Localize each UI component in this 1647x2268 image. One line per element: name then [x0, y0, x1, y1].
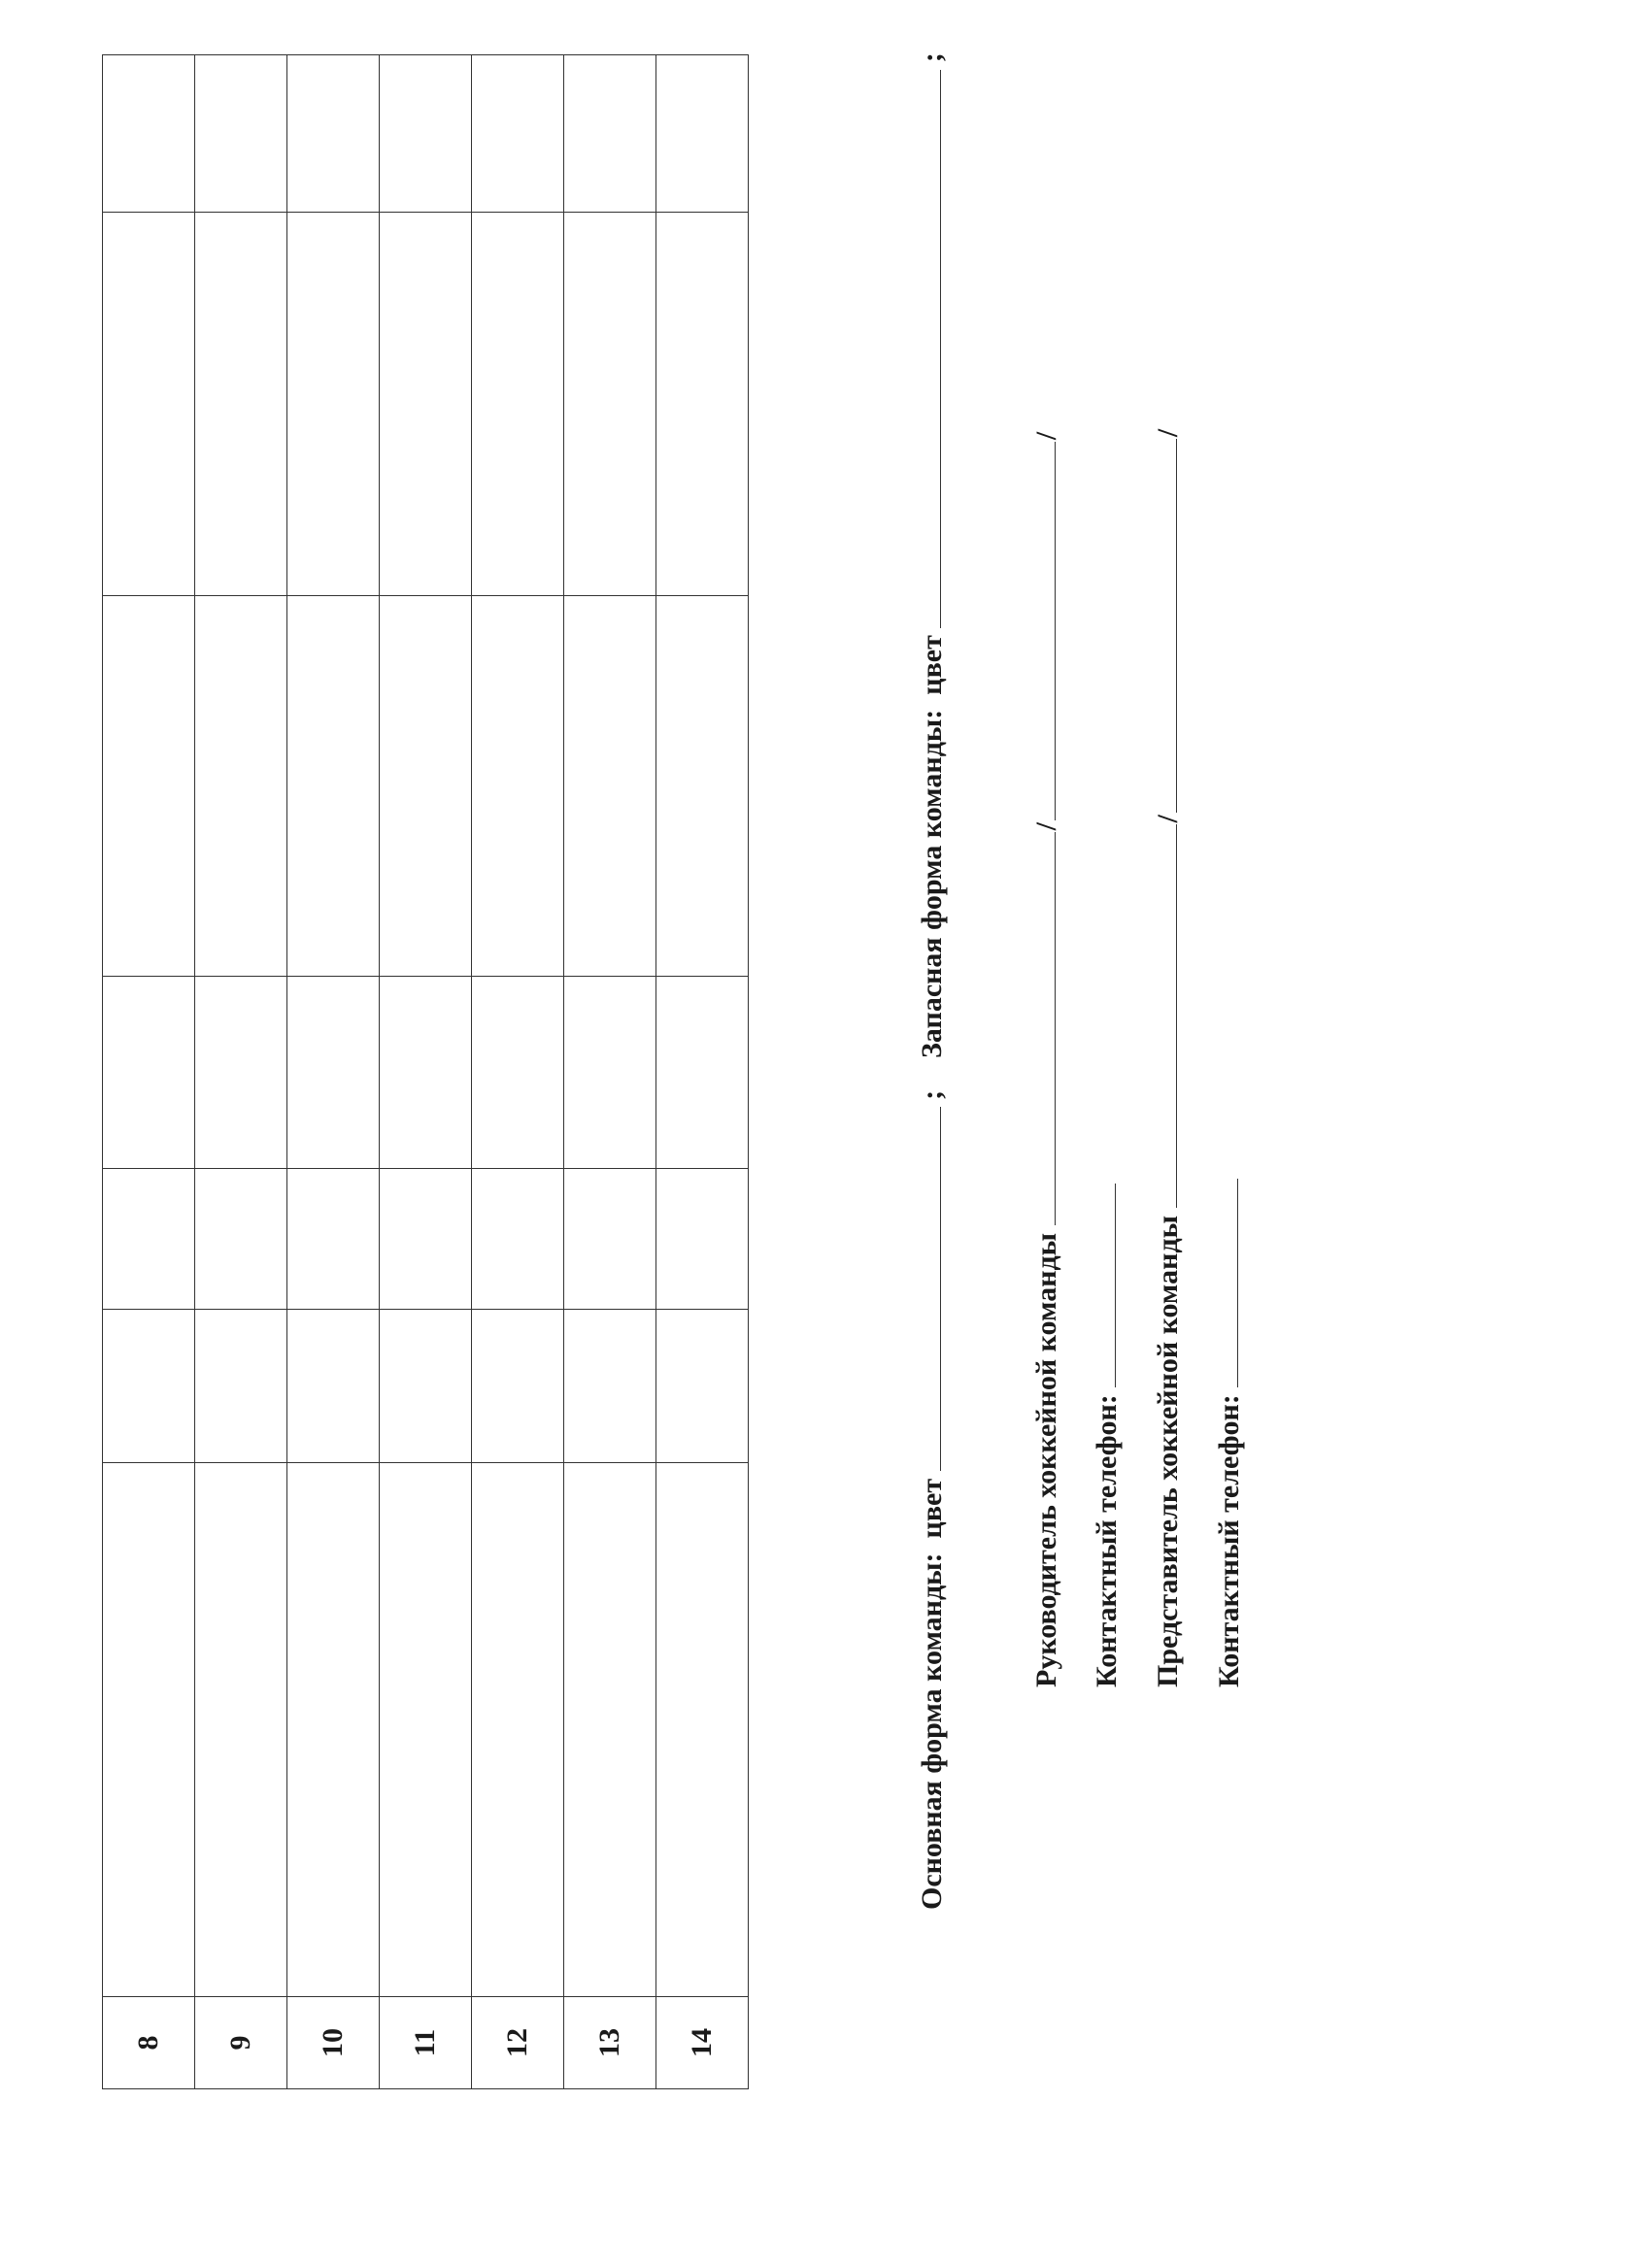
table-cell: [380, 596, 472, 977]
table-cell: [103, 55, 195, 213]
table-cell: [195, 55, 287, 213]
table-row: [380, 55, 472, 2089]
representative-slash-end: /: [1152, 428, 1184, 438]
manager-signature-field[interactable]: [1029, 442, 1056, 820]
table-cell: [656, 1463, 749, 1997]
table-cell: [195, 1463, 287, 1997]
table-cell: [564, 1463, 656, 1997]
spare-uniform-terminator: ;: [916, 52, 948, 63]
manager-name-field[interactable]: [1029, 832, 1056, 1225]
manager-phone-line: [1090, 1184, 1125, 1687]
row-number: 10: [287, 1997, 380, 2089]
table-cell: [564, 1169, 656, 1310]
table-cell: [380, 213, 472, 596]
representative-name-field[interactable]: [1151, 824, 1177, 1208]
table-cell: [287, 1463, 380, 1997]
table-cell: [195, 596, 287, 977]
table-cell: [472, 1169, 564, 1310]
table-cell: [287, 977, 380, 1169]
representative-label: Представитель хоккейной команды: [1152, 1215, 1184, 1687]
main-uniform-label: Основная форма команды:: [916, 1552, 948, 1910]
manager-slash: /: [1030, 822, 1062, 831]
row-number: 14: [656, 1997, 749, 2089]
manager-label: Руководитель хоккейной команды: [1030, 1232, 1062, 1687]
table-cell: [472, 55, 564, 213]
main-uniform-terminator: ;: [916, 1089, 948, 1100]
table-cell: [103, 1310, 195, 1463]
spare-uniform-label: Запасная форма команды:: [916, 709, 948, 1058]
main-uniform-color-field[interactable]: [915, 1107, 941, 1471]
representative-phone-field[interactable]: [1212, 1179, 1238, 1387]
table-cell: [564, 213, 656, 596]
table-cell: [287, 1169, 380, 1310]
table-cell: [103, 1169, 195, 1310]
table-cell: [472, 596, 564, 977]
table-cell: [380, 1463, 472, 1997]
table-cell: [472, 1463, 564, 1997]
representative-phone-label: Контактный телефон:: [1213, 1394, 1245, 1687]
table-cell: [564, 977, 656, 1169]
table-cell: [472, 213, 564, 596]
row-number: 9: [195, 1997, 287, 2089]
table-cell: [287, 55, 380, 213]
roster-table: [102, 54, 749, 2089]
representative-line: [1151, 427, 1186, 1687]
table-row: [195, 55, 287, 2089]
table-cell: [380, 55, 472, 213]
table-cell: [380, 1169, 472, 1310]
row-number: 12: [472, 1997, 564, 2089]
table-row: [103, 55, 195, 2089]
manager-phone-field[interactable]: [1090, 1184, 1116, 1387]
table-cell: [656, 1310, 749, 1463]
manager-slash-end: /: [1030, 431, 1062, 441]
spare-uniform-color-word: цвет: [916, 635, 948, 695]
representative-signature-field[interactable]: [1151, 439, 1177, 813]
table-cell: [103, 1463, 195, 1997]
manager-phone-label: Контактный телефон:: [1091, 1394, 1123, 1687]
main-uniform-color-word: цвет: [916, 1478, 948, 1539]
table-cell: [195, 1169, 287, 1310]
table-cell: [103, 596, 195, 977]
row-number: 13: [564, 1997, 656, 2089]
rotated-form: [97, 50, 1245, 2089]
row-number: 8: [103, 1997, 195, 2089]
table-cell: [287, 1310, 380, 1463]
spare-uniform-color-field[interactable]: [915, 70, 941, 628]
manager-line: [1029, 430, 1064, 1687]
table-cell: [103, 213, 195, 596]
table-cell: [380, 977, 472, 1169]
table-row: [287, 55, 380, 2089]
table-cell: [656, 977, 749, 1169]
table-cell: [287, 213, 380, 596]
table-cell: [656, 213, 749, 596]
table-row: [564, 55, 656, 2089]
table-row: [656, 55, 749, 2089]
table-cell: [564, 55, 656, 213]
table-cell: [287, 596, 380, 977]
representative-phone-line: [1212, 1179, 1247, 1687]
table-row: [472, 55, 564, 2089]
uniform-line: [915, 52, 950, 1910]
row-number: 11: [380, 1997, 472, 2089]
table-cell: [564, 1310, 656, 1463]
table-cell: [564, 596, 656, 977]
table-cell: [195, 1310, 287, 1463]
table-cell: [656, 1169, 749, 1310]
table-cell: [472, 1310, 564, 1463]
table-cell: [656, 596, 749, 977]
table-cell: [472, 977, 564, 1169]
table-cell: [195, 213, 287, 596]
table-cell: [195, 977, 287, 1169]
table-cell: [656, 55, 749, 213]
table-cell: [380, 1310, 472, 1463]
table-cell: [103, 977, 195, 1169]
representative-slash: /: [1152, 815, 1184, 823]
